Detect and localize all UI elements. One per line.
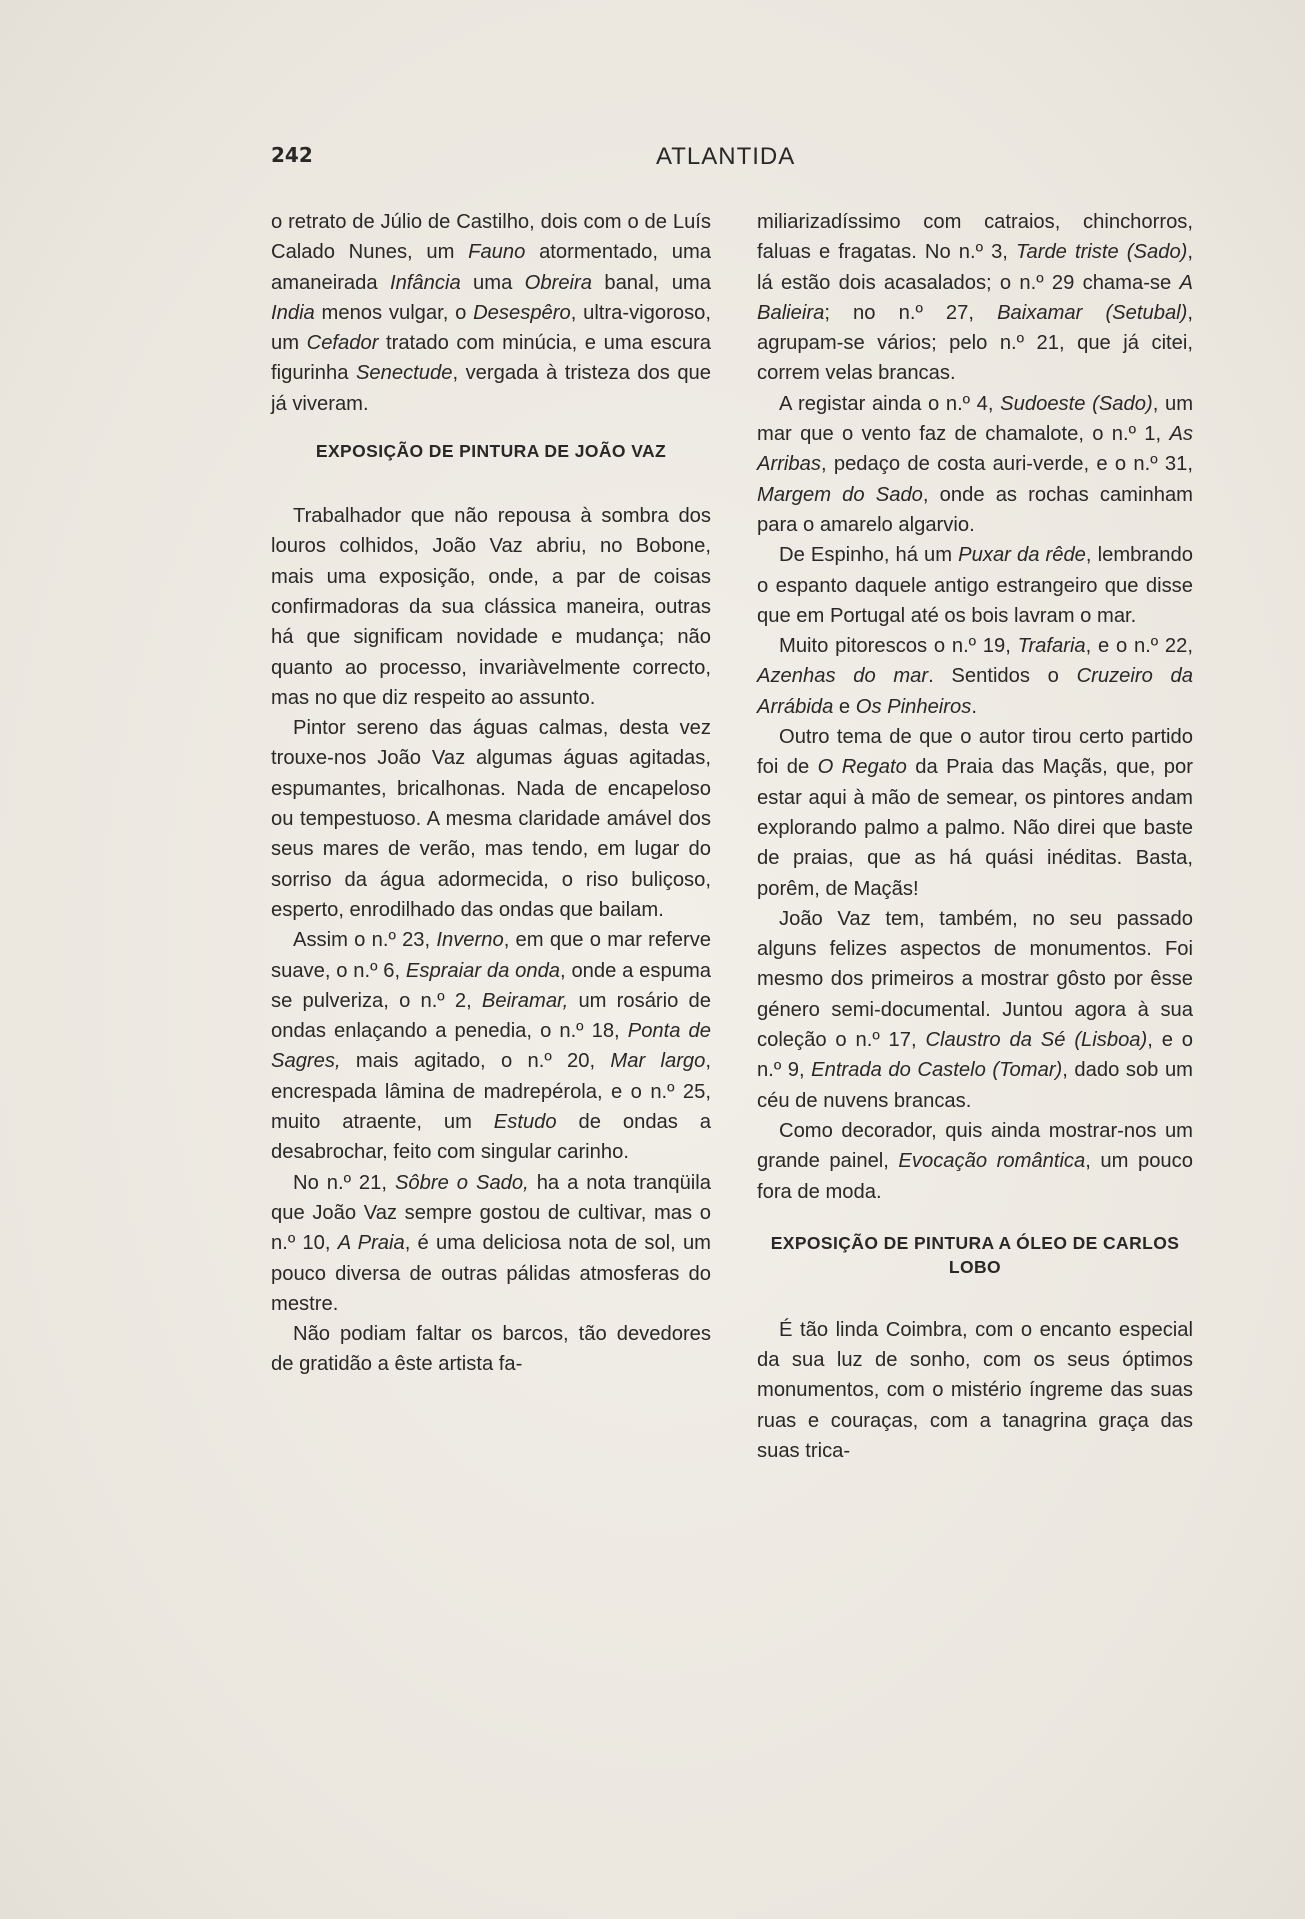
section-heading: EXPOSIÇÃO DE PINTURA A ÓLEO DE CARLOS LOBO bbox=[770, 1232, 1180, 1277]
paragraph: miliarizadíssimo com catraios, chinchorros, faluas e fragatas. No n.º 3, Tarde triste (Sado), lá estão dois acasalados; o n.º 29 chama-se A Balieira; no n.º 27, Baixamar (Setubal), agrupam-se vários; pelo n.º 21, que já citei, correm velas brancas. bbox=[757, 211, 1194, 385]
paragraph: Outro tema de que o autor tirou certo partido foi de O Regato da Praia das Maçãs, que, por estar aqui à mão de semear, os pintores andam explorando palmo a palmo. Não direi que baste de praias, que as há quási inéditas. Basta, porêm, de Maçãs! bbox=[757, 726, 1193, 900]
paragraph: Não podiam faltar os barcos, tão devedores de gratidão a êste artista fa- bbox=[271, 1323, 711, 1376]
left-column bbox=[271, 207, 711, 1380]
section-heading: EXPOSIÇÃO DE PINTURA DE JOÃO VAZ bbox=[315, 441, 667, 462]
paragraph: Muito pitorescos o n.º 19, Trafaria, e o n.º 22, Azenhas do mar. Sentidos o Cruzeiro da Arrábida e Os Pinheiros. bbox=[757, 635, 1193, 718]
paragraph: No n.º 21, Sôbre o Sado, ha a nota tranqüila que João Vaz sempre gostou de cultivar, mas o n.º 10, A Praia, é uma deliciosa nota de sol, um pouco diversa de outras pálidas atmosferas do mestre. bbox=[271, 1171, 712, 1315]
paragraph: É tão linda Coimbra, com o encanto especial da sua luz de sonho, com os seus óptimos monumentos, com o mistério íngreme das suas ruas e couraças, com a tanagrina graça das suas trica- bbox=[757, 1318, 1193, 1462]
paragraph: Assim o n.º 23, Inverno, em que o mar referve suave, o n.º 6, Espraiar da onda, onde a espuma se pulveriza, o n.º 2, Beiramar, um rosário de ondas enlaçando a penedia, o n.º 18, Ponta de Sagres, mais agitado, o n.º 20, Mar largo, encrespada lâmina de madrepérola, e o n.º 25, muito atraente, um Estudo de ondas a desabrochar, feito com singular carinho. bbox=[271, 929, 712, 1164]
running-header bbox=[271, 143, 1271, 177]
right-column bbox=[757, 207, 1193, 1466]
journal-title: ATLANTIDA bbox=[656, 143, 796, 170]
paragraph: João Vaz tem, também, no seu passado alguns felizes aspectos de monumentos. Foi mesmo dos primeiros a mostrar gôsto por êsse género semi-documental. Juntou agora à sua coleção o n.º 17, Claustro da Sé (Lisboa), e o n.º 9, Entrada do Castelo (Tomar), dado sob um céu de nuvens brancas. bbox=[757, 907, 1193, 1112]
paragraph: A registar ainda o n.º 4, Sudoeste (Sado), um mar que o vento faz de chamalote, o n.º 1, As Arribas, pedaço de costa auri-verde, e o n.º 31, Margem do Sado, onde as rochas caminham para o amarelo algarvio. bbox=[757, 392, 1194, 536]
page-number: 242 bbox=[271, 143, 313, 167]
paragraph: Como decorador, quis ainda mostrar-nos um grande painel, Evocação romântica, um pouco fora de moda. bbox=[757, 1119, 1193, 1203]
paragraph: De Espinho, há um Puxar da rêde, lembrando o espanto daquele antigo estrangeiro que disse que em Portugal até os bois lavram o mar. bbox=[757, 544, 1193, 627]
paragraph: Pintor sereno das águas calmas, desta vez trouxe-nos João Vaz algumas águas agitadas, espumantes, bricalhonas. Nada de encapeloso ou tempestuoso. A mesma claridade amável dos seus mares de verão, mas tendo, em lugar do sorriso da água adormecida, o riso buliçoso, esperto, enrodilhado das ondas que bailam. bbox=[271, 717, 711, 921]
paragraph: o retrato de Júlio de Castilho, dois com o de Luís Calado Nunes, um Fauno atormentado, uma amaneirada Infância uma Obreira banal, uma India menos vulgar, o Desespêro, ultra-vigoroso, um Cefador tratado com minúcia, e uma escura figurinha Senectude, vergada à tristeza dos que já viveram. bbox=[271, 211, 712, 415]
paragraph: Trabalhador que não repousa à sombra dos louros colhidos, João Vaz abriu, no Bobone, mais uma exposição, onde, a par de coisas confirmadoras da sua clássica maneira, outras há que significam novidade e mudança; não quanto ao processo, invariàvelmente correcto, mas no que diz respeito ao assunto. bbox=[271, 505, 711, 709]
